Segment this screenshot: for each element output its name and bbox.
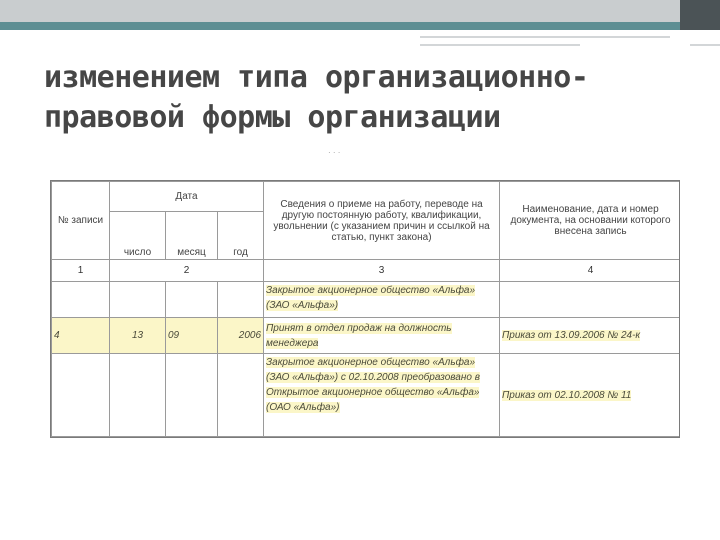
table-row: [52, 318, 681, 354]
cell-no: [52, 282, 110, 318]
cell-info: [264, 354, 500, 437]
header-day: число: [110, 212, 166, 260]
cell-month: 09: [166, 318, 218, 354]
cell-doc: [500, 282, 680, 318]
title-line-2: правовой формы организации: [44, 100, 501, 135]
cell-info: [264, 318, 500, 354]
header-month: месяц: [166, 212, 218, 260]
info-text: Закрытое акционерное общество «Альфа» (ЗАО «Альфа») с 02.10.2008 преобразовано в Открытое акционерное общество «Альфа» (ОАО «Альфа»): [266, 357, 480, 413]
header-document: Наименование, дата и номер документа, на основании которого внесена запись: [500, 182, 680, 260]
cell-month: [166, 282, 218, 318]
column-number: 2: [110, 260, 264, 282]
doc-text: Приказ от 13.09.2006 № 24-к: [502, 330, 641, 341]
top-bar-teal: [0, 22, 720, 30]
cell-info: [264, 282, 500, 318]
doc-text: Приказ от 02.10.2008 № 11: [502, 389, 632, 401]
decor-line: [420, 44, 580, 46]
employment-record-table-image: [50, 180, 680, 438]
header-record-no: № записи: [52, 182, 110, 260]
table-row: [52, 354, 681, 437]
cell-doc: [500, 318, 680, 354]
column-number: 1: [52, 260, 110, 282]
info-text: Закрытое акционерное общество «Альфа» (ЗАО «Альфа»): [266, 285, 476, 311]
decor-line: [690, 44, 720, 46]
cell-year: [218, 354, 264, 437]
cell-no: 4: [52, 318, 110, 354]
cell-year: 2006: [218, 318, 264, 354]
column-number: 3: [264, 260, 500, 282]
cell-month: [166, 354, 218, 437]
cell-year: [218, 282, 264, 318]
decor-line: [420, 36, 670, 38]
table-row: [52, 282, 681, 318]
info-text: Принят в отдел продаж на должность менеджера: [266, 322, 452, 349]
header-date: Дата: [110, 182, 264, 212]
cell-day: [110, 354, 166, 437]
top-bar-grey: [0, 0, 680, 22]
cell-doc: [500, 354, 680, 437]
slide-top-bar: [0, 0, 720, 30]
cell-no: [52, 354, 110, 437]
cell-day: 13: [110, 318, 166, 354]
slide-title: [44, 58, 694, 138]
stray-mark: · · ·: [328, 148, 341, 157]
header-year: год: [218, 212, 264, 260]
cell-day: [110, 282, 166, 318]
top-bar-dark-block: [680, 0, 720, 30]
column-number: 4: [500, 260, 680, 282]
title-line-1: изменением типа организационно-: [44, 60, 589, 95]
employment-record-table: [51, 181, 680, 437]
header-info: Сведения о приеме на работу, переводе на другую постоянную работу, квалификации, увольнении (с указанием причин и ссылкой на статью, пункт закона): [264, 182, 500, 260]
